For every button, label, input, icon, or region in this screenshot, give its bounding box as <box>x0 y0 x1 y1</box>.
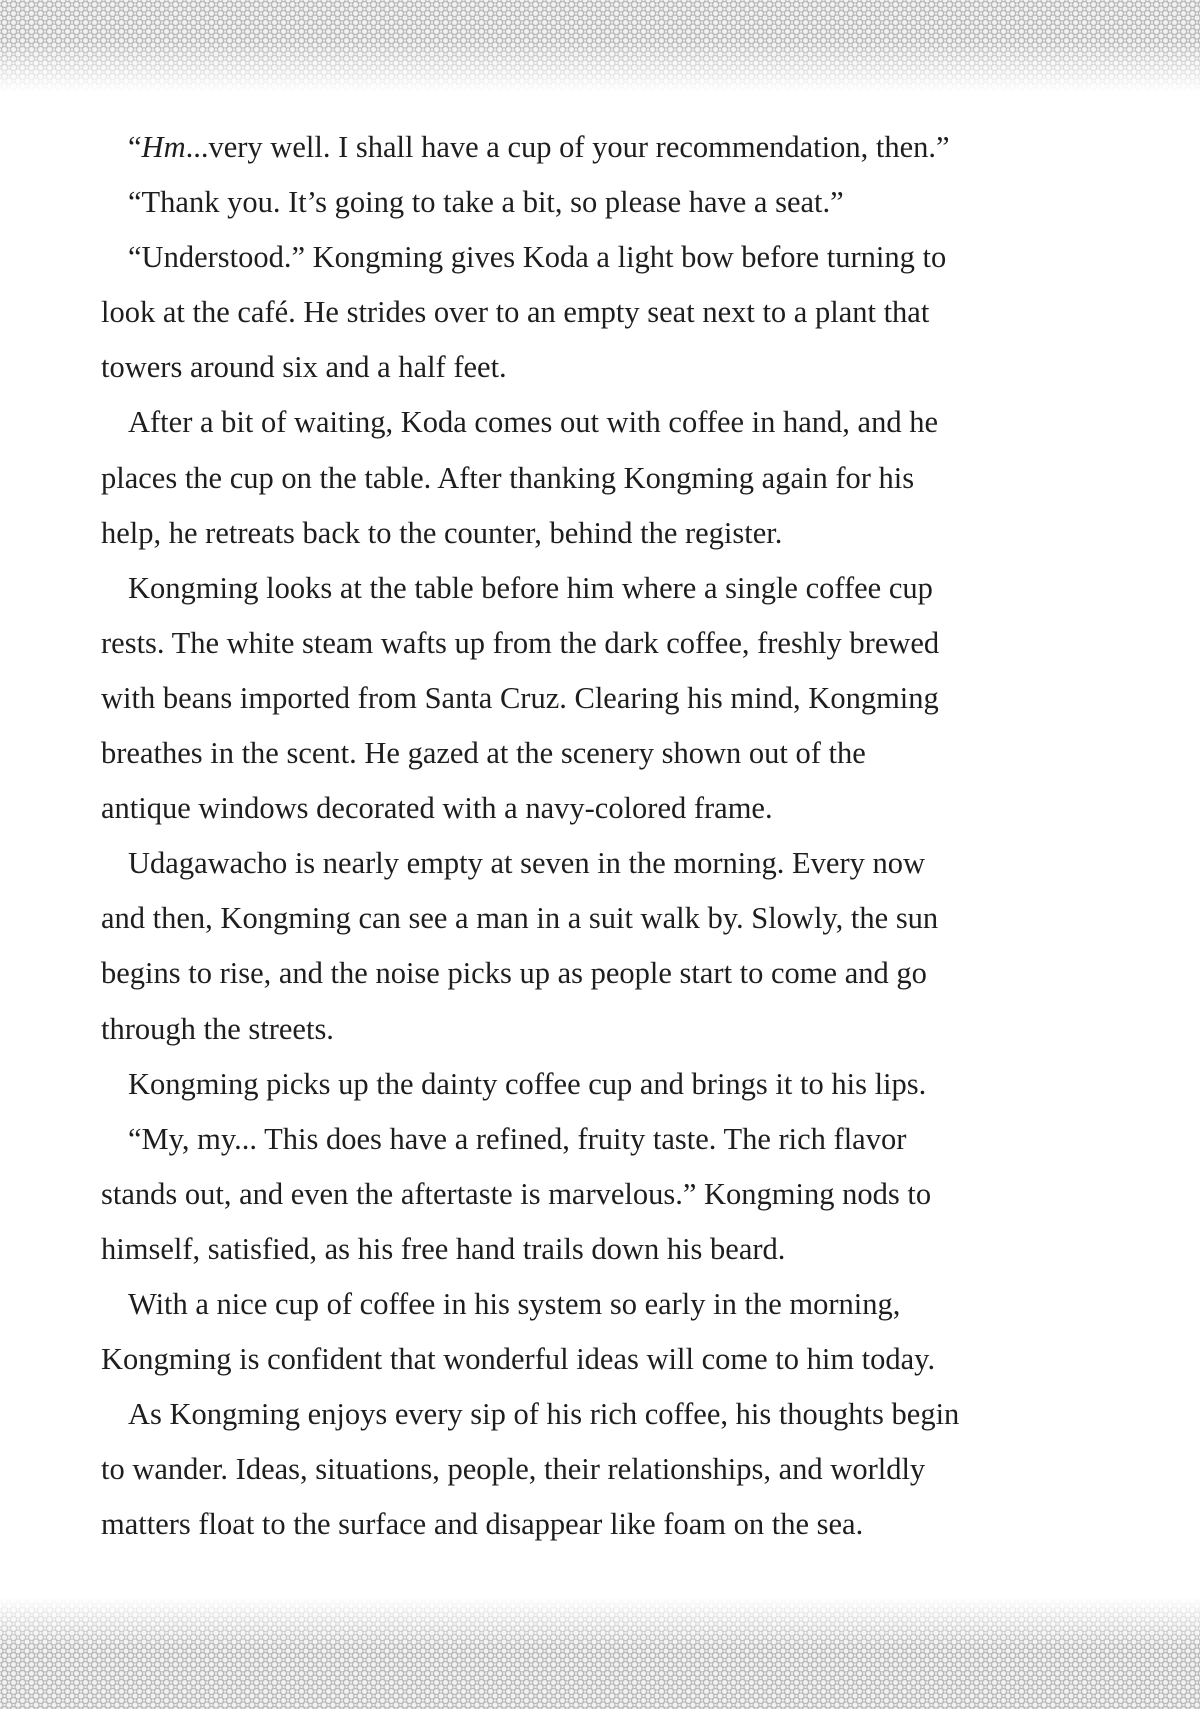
text-run: help, he retreats back to the counter, behind the register. <box>101 515 783 550</box>
text-line <box>101 836 1091 891</box>
text-run: and then, Kongming can see a man in a suit walk by. Slowly, the sun <box>101 901 939 936</box>
italic-text-run: Hm <box>141 130 186 164</box>
text-line <box>101 1057 1091 1112</box>
text-run: “Thank you. It’s going to take a bit, so please have a seat.” <box>128 185 844 220</box>
text-run: With a nice cup of coffee in his system so early in the morning, <box>128 1286 901 1321</box>
text-run: “ <box>128 130 142 164</box>
text-line <box>101 1332 1091 1387</box>
text-line <box>101 451 1091 506</box>
text-run: ...very well. I shall have a cup of your recommendation, then.” <box>185 130 950 164</box>
text-line <box>101 1002 1091 1057</box>
text-run: Kongming picks up the dainty coffee cup and brings it to his lips. <box>128 1066 927 1101</box>
text-run: through the streets. <box>101 1011 334 1046</box>
text-run: As Kongming enjoys every sip of his rich coffee, his thoughts begin <box>128 1397 960 1432</box>
paragraph <box>101 1112 1091 1277</box>
text-line <box>101 561 1091 616</box>
text-line <box>101 285 1091 340</box>
text-run: Kongming looks at the table before him where a single coffee cup <box>128 570 933 605</box>
text-run: “Understood.” Kongming gives Koda a light bow before turning to <box>128 240 947 275</box>
text-run: look at the café. He strides over to an empty seat next to a plant that <box>101 295 930 330</box>
paragraph <box>101 230 1091 395</box>
text-run: rests. The white steam wafts up from the dark coffee, freshly brewed <box>101 625 940 660</box>
paragraph <box>101 1057 1091 1112</box>
paragraph <box>101 836 1091 1056</box>
text-line <box>101 230 1091 285</box>
text-run: breathes in the scent. He gazed at the scenery shown out of the <box>101 736 866 771</box>
text-line <box>101 616 1091 671</box>
paragraph <box>101 395 1091 560</box>
paragraph <box>101 175 1091 230</box>
text-run: Udagawacho is nearly empty at seven in the morning. Every now <box>128 846 926 881</box>
text-run: Kongming is confident that wonderful ideas will come to him today. <box>101 1342 936 1377</box>
decorative-top-border <box>0 0 1200 92</box>
text-run: with beans imported from Santa Cruz. Clearing his mind, Kongming <box>101 680 939 715</box>
text-line <box>101 340 1091 395</box>
paragraph <box>101 561 1091 836</box>
text-line <box>101 1112 1091 1167</box>
text-run: begins to rise, and the noise picks up as people start to come and go <box>101 956 927 991</box>
text-run: antique windows decorated with a navy-colored frame. <box>101 791 773 826</box>
text-line <box>101 1442 1091 1497</box>
paragraph <box>101 120 1091 175</box>
text-line <box>101 175 1091 230</box>
text-run: stands out, and even the aftertaste is marvelous.” Kongming nods to <box>101 1176 932 1211</box>
text-line <box>101 1167 1091 1222</box>
text-line <box>101 395 1091 450</box>
text-line <box>101 1497 1091 1552</box>
text-line <box>101 891 1091 946</box>
text-line <box>101 120 1091 175</box>
text-line <box>101 1387 1091 1442</box>
text-run: himself, satisfied, as his free hand trails down his beard. <box>101 1231 786 1266</box>
paragraph <box>101 1387 1091 1552</box>
text-line <box>101 1222 1091 1277</box>
text-run: places the cup on the table. After thanking Kongming again for his <box>101 460 915 495</box>
paragraph <box>101 1277 1091 1387</box>
text-run: to wander. Ideas, situations, people, their relationships, and worldly <box>101 1452 926 1487</box>
text-run: towers around six and a half feet. <box>101 350 507 385</box>
text-run: After a bit of waiting, Koda comes out with coffee in hand, and he <box>128 405 938 440</box>
text-line <box>101 781 1091 836</box>
text-run: “My, my... This does have a refined, fruity taste. The rich flavor <box>128 1121 907 1156</box>
text-line <box>101 1277 1091 1332</box>
text-line <box>101 671 1091 726</box>
text-run: matters float to the surface and disappear like foam on the sea. <box>101 1507 864 1542</box>
decorative-bottom-border <box>0 1597 1200 1709</box>
page-text-body <box>101 120 1091 1552</box>
text-line <box>101 946 1091 1001</box>
text-line <box>101 726 1091 781</box>
text-line <box>101 506 1091 561</box>
